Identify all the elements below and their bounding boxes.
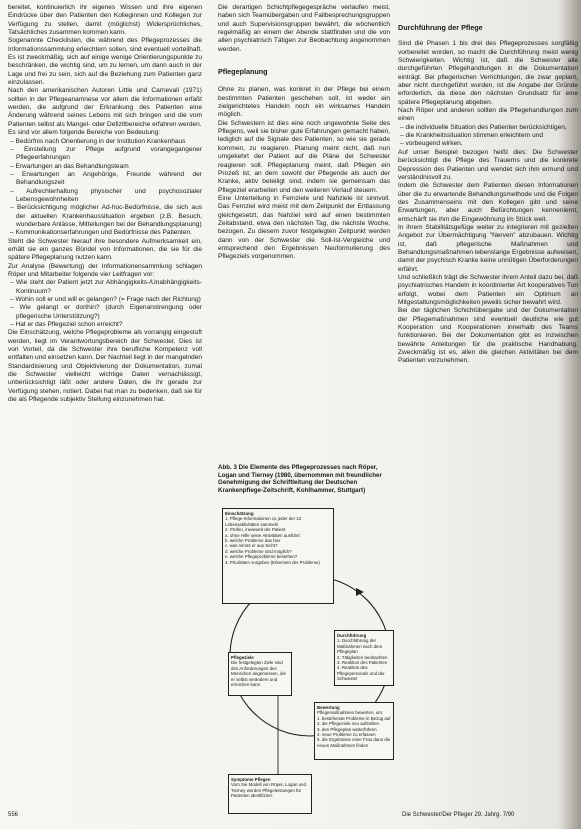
list-item: – Einstellung zur Pflege aufgrund vorangegangener Pflegeerfahrungen: [16, 146, 202, 163]
paragraph: Nach den amerikanischen Autoren Little und Carnevali (1971) sollten in der Pflegeanamnese vor allem die Informationen erfaßt werden, die aufgrund der Erkrankung des Patienten eine Änderung während seines Lebens mit sich bringen und die vom Patienten selbst als Mangel- oder Defizitbereiche erfahren werden.: [8, 87, 202, 128]
pflege-list: [398, 124, 578, 149]
list-item: – Berücksichtigung möglicher Ad-hoc-Bedürfnisse, die sich aus der aktuellen Krankenhaussituation ergeben (z.B. Besuch, wunderbare Anlässe, Mitteilungen bei der Behandlungsplanung): [16, 204, 202, 229]
areas-list: [8, 138, 202, 238]
paragraph: In ihrem Stabilitätsgefüge weiter zu integrieren mit gezielten Angebot zur Übermächtigung "Nerven" abzubauen. Wichtig ist, daß pflegerische Maßnahmen und Behandlungsmaßnahmen lebenslange Ergebnisse aufweisen, damit der psychisch Kranke keine unnötigen Überforderungen erfährt.: [398, 223, 578, 273]
list-item: – die Krankheitssituation stimmen erleichtern und: [406, 132, 578, 140]
box-evaluation: Bewertung Pflegemaßnahmen bewerten, um: 1. bestehende Probleme in Bezug auf 2. die Pflegeziele neu aufstellen 3. den Pflegeplan weiterführen 4. neue Probleme zu erfassen 5. die Ergebnisse einer Frau dann die neuen Maßnahmen finden: [314, 702, 394, 760]
box-goals: Pflegeziele Die festgelegten Ziele sind den Anforderungen des Menschen angemessen, die er selbst verändern und erreichen kann: [228, 652, 292, 696]
paragraph: Und schließlich trägt die Schwester ihrem Anteil dazu bei, daß psychiatrisches Handeln in koordinierter Art kooperatives Tun erfolgt, wobei dem Patienten ein Optimum an Mitgestaltungsmöglichkeiten jeweils sicher bewahrt wird.: [398, 273, 578, 306]
paragraph: Nach Röper und anderen sollten die Pflegehandlungen zum einen: [398, 107, 578, 123]
arrow-icon: [356, 588, 364, 596]
paragraph: Indem die Schwester dem Patienten diesen Informationen über die zu erwartende Behandlungsmethode und die Folgen des Zusammenseins mit den Kollegen gibt und seine Erwartungen, aber auch Befürchtungen kennenlernt, entschärft sie ihm die Eingewöhnung im Stück weit.: [398, 182, 578, 223]
page-number: 556: [8, 812, 19, 818]
paragraph: Sogenannte Checklisten, die während des Pflegeprozesses die Informationssammlung erleichtern sollen, sind eventuell vorteilhaft. Es ist zweckmäßig, sich auf einige wenige Orientierungspunkte zu beschränken, die wichtig sind, um zu lernen, um dann auch in der Lage und frei zu sein, sich auf die Beziehung zum Patienten ganz einzulassen.: [8, 37, 202, 87]
paragraph: Die Einschätzung, welche Pflegeprobleme als vorrangig eingestuft werden, liegt im Verantwortungsbereich der Schwester. Dies ist von Vorteil, da die Schwester ihre berufliche Kompetenz voll entfalten und einsetzen kann. Der Nachteil liegt in der mangelnden Standardisierung und Objektivierung der Dokumentation, zumal die Schwester vielleicht wichtige Daten vernachlässigt, unberücksichtigt läßt oder andere Daten, die ihr gerade zur Verfügung stehen, notiert. Dabei hat man zu bedenken, daß sie für die als Pflegende subjektiv Stellung einzunehmen hat.: [8, 329, 202, 404]
list-item: – Erwartungen an Angehörige, Freunde während der Behandlungszeit: [16, 171, 202, 188]
list-item: – Wohin soll er und will er gelangen? (= Frage nach der Richtung): [16, 296, 202, 304]
list-item: – Erwartungen an das Behandlungsteam: [16, 163, 202, 171]
questions-list: [8, 279, 202, 329]
list-item: – vorbeugend wirken.: [406, 140, 578, 148]
paragraph: Es sind vor allem folgende Bereiche von Bedeutung:: [8, 129, 161, 137]
list-item: – die individuelle Situation des Patienten berücksichtigen,: [406, 124, 578, 132]
list-item: – Bedürfnis nach Orientierung in der Institution Krankenhaus: [16, 138, 202, 146]
process-diagram: [218, 506, 394, 818]
paragraph: Steht die Schwester hierauf ihre besondere Aufmerksamkeit ein, erhält sie ein ganzes Bündel von Informationen, die sie für die spätere Pflegeplanung nutzen kann.: [8, 237, 202, 262]
list-item: – Wie steht der Patient jetzt zur Abhängigkeits-/Unabhängigkeits-Kontinuum?: [16, 279, 202, 296]
section-heading: Pflegeplanung: [218, 67, 268, 77]
paragraph: Die derartigen Schichtpflegegespräche verlaufen meist, haben sich Teamübergaben und Fallbesprechungsgruppen und auch Supervisionsgruppen bewährt, die wöchentlich regelmäßig an einem der Abende stattfinden und die von allen psychiatrisch Tätigen zur Beobachtung angenommen werden.: [218, 4, 390, 53]
paragraph: Bei der täglichen Schichtübergabe und der Dokumentation der Pflegemaßnahmen sind eventuell deutliche wie gut Kooperation und Kooperationen innerhalb des Teams funktionieren. Bei der Dokumentation gibt es inzwischen bewährte Anleitungen für die praktische Handhabung. Zweckmäßig ist es, allen die gleichen Aktivitäten bei dem Patienten vorzunehmen.: [398, 307, 578, 365]
paragraph: Eine Unterteilung in Fernziele und Nahziele ist sinnvoll. Das Fernziel wird meist mit dem Zeitpunkt der Entlassung gleichgesetzt, das Nahziel wird auf einen bestimmten Zeitabstand, etwa den nächsten Tag, die nächste Woche, bezogen. Zu diesem zuvor festgelegten Zeitpunkt werden dann von der Schwester die Soll-Ist-Vergleiche und entsprechend den Ergebnissen Neuformulierung des Pflegeziels vorgenommen.: [218, 194, 390, 261]
list-item: – Wie gelangt er dorthin? (durch Eigenanstrengung oder pflegerische Unterstützung?): [16, 304, 202, 321]
list-item: – Kommunikationserfahrungen und Bedürfnisse des Patienten.: [16, 229, 202, 237]
column-left: [8, 4, 202, 804]
column-right: [398, 4, 578, 804]
journal-footer: Die Schwester/Der Pfleger 29. Jahrg. 7/90: [402, 812, 515, 818]
column-middle: [218, 4, 390, 474]
paragraph: bereitet, kontinuierlich ihr eigenes Wissen und ihre eigenen Eindrücke über den Patienten den Kolleginnen und Kollegen zur Verfügung zu stellen, damit (möglichst) Widersprüchliches, Tatsächliches zusammen kommen kann.: [8, 4, 202, 37]
list-item: – Hat er das Pflegeziel schon erreicht?: [16, 321, 202, 329]
paragraph: Sind die Phasen 1 bis drei des Pflegeprozesses sorgfältig vorbereitet worden, so macht die Durchführung meist wenig Schwierigkeiten. Wichtig ist, daß die Schwester alle durchgeführten Pflegehandlungen in die Dokumentation einträgt. Bei pflegerischen Verrichtungen, die zwar geplant, aber nicht durchgeführt wurden, ist die Angabe der Gründe erforderlich, da diese den nächsten Grundsatz für eine spätere Pflegeplanung abgeben.: [398, 40, 578, 106]
paragraph: Auf unser Beispiel bezogen heißt dies: Die Schwester berücksichtigt die Pflege des Trauerns und die konkrete Depression des Patienten und wendet sich ihm ermund und verständnisvoll zu.: [398, 148, 578, 181]
paragraph: Die Schwestern ist dies eine noch ungewohnte Seite des Pflegens, weil sie bisher gute Erfahrungen gemacht haben, lediglich auf die Signale des Patienten, so wie sie gerade kommen, zu reagieren. Planung meint nicht, daß nun umgekehrt der Patient auf die Pläne der Schwester reagieren soll. Pflegeplanung meint, daß Pflegen ein Prozeß ist, an dem sowohl der Pflegende als auch der Kranke, aktiv beteiligt sind, indem sie gemeinsam das Pflegeziel erarbeiten und den weiteren Verlauf steuern.: [218, 119, 390, 194]
box-implementation: Durchführung 1. Durchführung der Maßnahmen nach dem Pflegeplan 2. Tätigkeiten beobachten 3. Reaktion des Patienten 4. Reaktion des Pflegepersonals und der Schwester: [334, 630, 394, 686]
figure-caption: Abb. 3 Die Elemente des Pflegeprozesses nach Röper, Logan und Tierney (1980, übernommen mit freundlicher Genehmigung der Schriftleitung der Deutschen Krankenpflege-Zeitschrift, Kohlhammer, Stuttgart): [218, 464, 382, 494]
section-heading: Durchführung der Pflege: [398, 23, 483, 32]
box-assessment: Einschätzung 1. Pflege-Informationen zu jeder der 12 Lebensaktivitäten sammeln 2. Prüfen, inwieweit der Patient a. ohne Hilfe seine Aktivitäten ausführt b. welche Probleme das hier c. was nimmt er aus Sicht? d. welche Probleme sind möglich? e. welche Pflegeprobleme bestehen? 3. Prioritäten vorgeben (Erkennen der Probleme): [222, 508, 334, 604]
box-planning: Symptome Pflegen Vom Sie Modell von Röper, Logan und Tierney werden Pflegeleistungen für Patienten identifiziert.: [228, 774, 312, 814]
paragraph: Ohne zu planen, was konkret in der Pflege bei einem bestimmten Patienten geschehen soll, ist weder ein zielgerichtetes Handeln noch ein wirksames Handeln möglich.: [218, 86, 390, 119]
list-item: – Aufrechterhaltung physischer und psychosozialer Lebensgewohnheiten: [16, 188, 202, 205]
paragraph: Zur Analyse (Bewertung) der Informationensammlung schlagen Röper und Mitarbeiter folgende vier Leitfragen vor:: [8, 262, 202, 278]
